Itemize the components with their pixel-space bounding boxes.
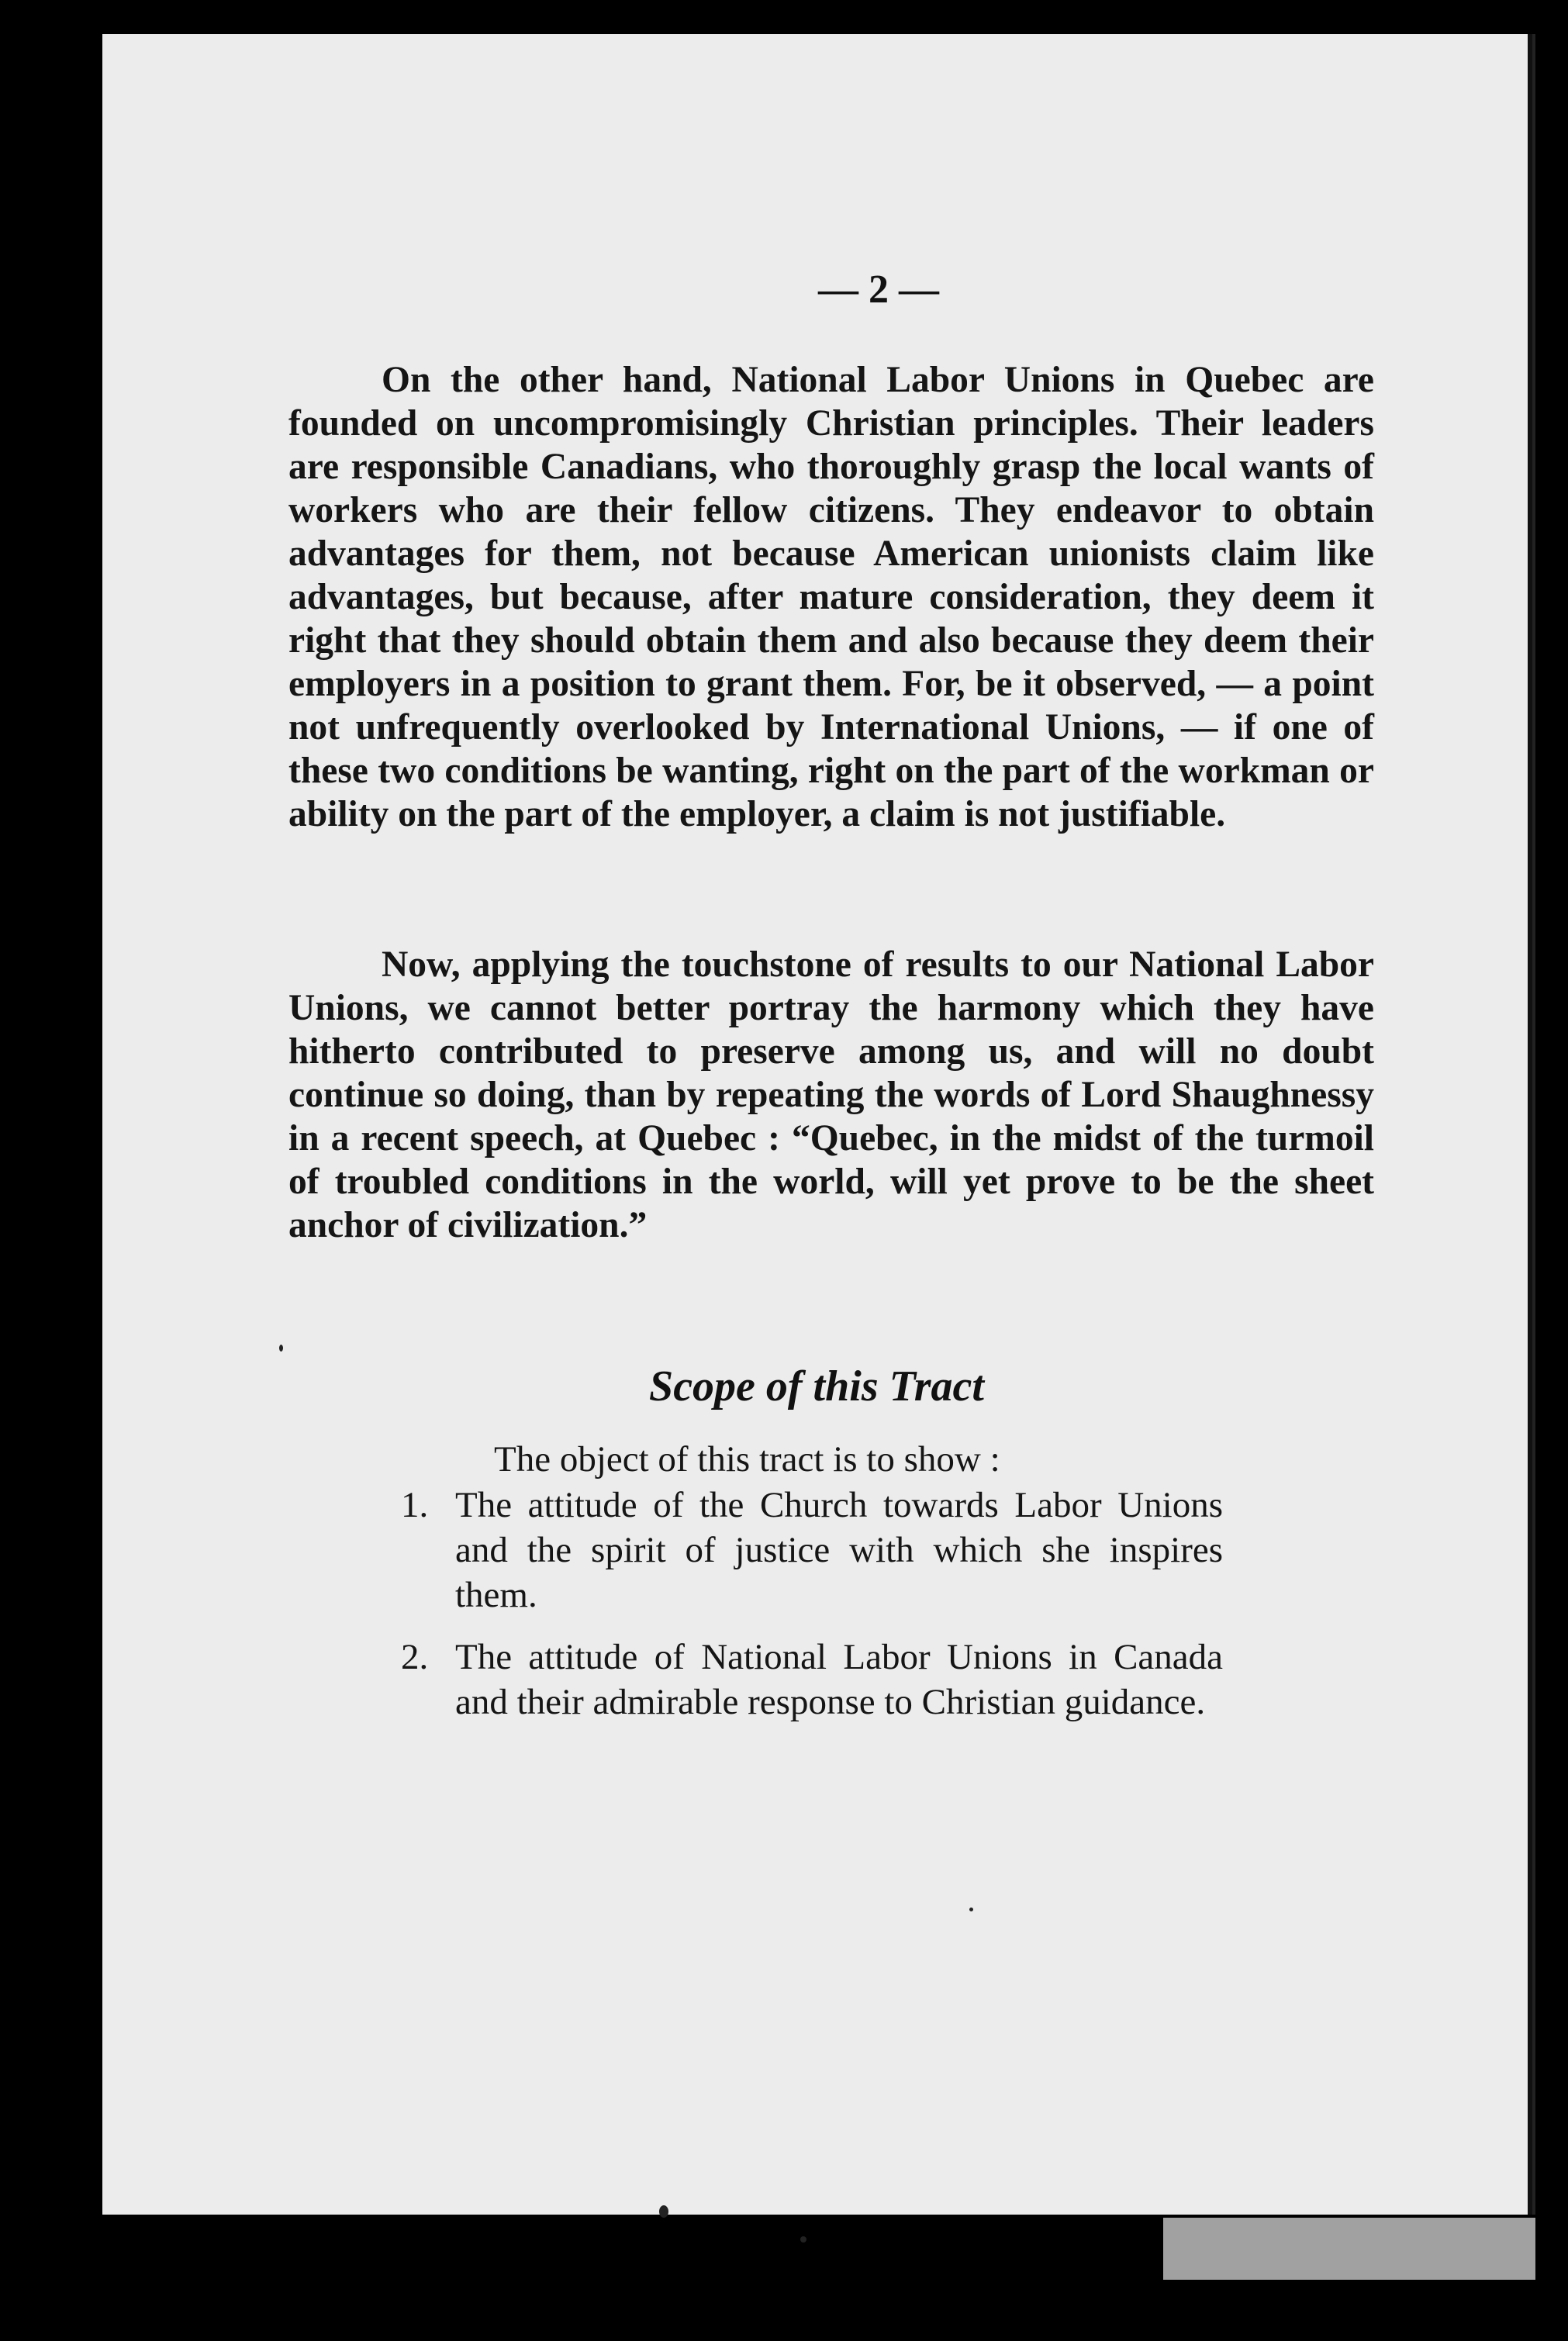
list-item <box>401 1483 1223 1618</box>
document-page <box>102 34 1535 2215</box>
ink-speck <box>969 1908 973 1911</box>
page-edge <box>1528 34 1532 2215</box>
page-number: — 2 — <box>818 268 939 312</box>
list-item-number: 2. <box>401 1637 429 1677</box>
list-item <box>401 1635 1223 1725</box>
paragraph-touchstone: Now, applying the touchstone of results to our National Labor Unions, we cannot better portray the harmony which they have hitherto contributed to preserve among us, and will no doubt continue so doing, than by repeating the words of Lord Shaughnessy in a recent speech, at Quebec : “Quebec, in the midst of the turmoil of troubled conditions in the world, will yet prove to be the sheet anchor of civilization.” <box>288 944 1374 1245</box>
scan-border-strip <box>1163 2218 1535 2280</box>
list-item-number: 1. <box>401 1485 429 1525</box>
ink-speck <box>800 2236 806 2243</box>
list-item-text: The attitude of National Labor Unions in Canada and their admirable response to Christian guidance. <box>455 1637 1223 1722</box>
ink-speck <box>659 2205 668 2218</box>
list-item-text: The attitude of the Church towards Labor Unions and the spirit of justice with which she inspires them. <box>455 1485 1223 1615</box>
ink-speck <box>279 1345 283 1352</box>
section-intro: The object of this tract is to show : <box>494 1439 1000 1480</box>
section-heading: Scope of this Tract <box>649 1362 984 1410</box>
paragraph-national-unions: On the other hand, National Labor Unions in Quebec are founded on uncompromisingly Christian principles. Their leaders are responsible Canadians, who thoroughly grasp the local wants of workers who are their fellow citizens. They endeavor to obtain advantages for them, not because American unionists claim like advantages, but because, after mature consideration, they deem it right that they should obtain them and also because they deem their employers in a position to grant them. For, be it observed, — a point not unfrequently overlooked by International Unions, — if one of these two conditions be wanting, right on the part of the workman or ability on the part of the employer, a claim is not justifiable. <box>288 360 1374 834</box>
